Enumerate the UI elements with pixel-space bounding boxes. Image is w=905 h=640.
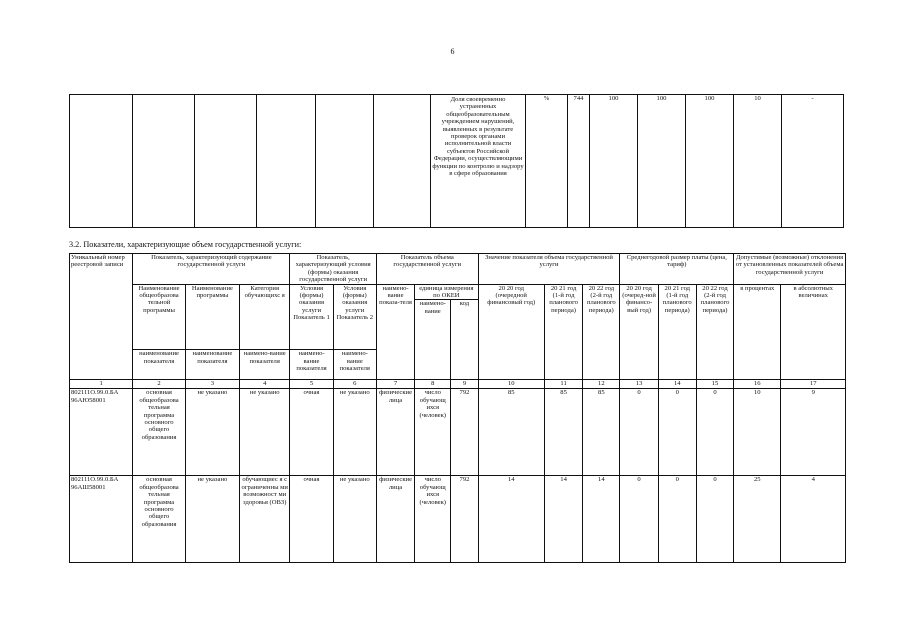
header-row (70, 254, 846, 285)
header-year-1 (478, 284, 544, 380)
programs-cell: не указано (185, 476, 239, 563)
column-number: 4 (240, 380, 290, 389)
column-numbers-row (70, 380, 846, 389)
header-program-name: Наименование общеобразова тельной программы (133, 284, 185, 350)
column-number: 5 (290, 380, 333, 389)
deviation-absolute-cell: 4 (781, 476, 846, 563)
unit-name-cell: число обучающ ихся (человек) (415, 476, 451, 563)
column-number: 11 (544, 380, 582, 389)
header-unique-number: Уникальный номер реестровой записи (70, 254, 133, 380)
continuation-row (70, 95, 844, 228)
fee-year-1-cell: 0 (620, 389, 658, 476)
fee-year-1-cell: 0 (620, 476, 658, 563)
column-number: 17 (781, 380, 846, 389)
table-row (70, 389, 846, 476)
value-cell: 100 (638, 95, 686, 228)
year-sublabel: (очередной финансовый год) (487, 292, 536, 307)
column-number: 6 (333, 380, 376, 389)
registry-id-cell: 802111О.99.0.БА 96АШ58001 (70, 476, 133, 563)
header-unit-name: наимено-вание (415, 300, 451, 380)
unit-code-cell: 792 (451, 389, 478, 476)
column-number: 14 (658, 380, 696, 389)
year-sublabel: (1-й год планового периода) (662, 292, 692, 314)
column-number: 12 (583, 380, 620, 389)
unit-name-cell: число обучающ ихся (человек) (415, 389, 451, 476)
header-sub-name: наимено-вание показателя (290, 350, 333, 380)
header-volume-indicator: Показатель объема государственной услуги (376, 254, 478, 285)
program-cell: основная общеобразова тельная программа основного общего образования (133, 389, 185, 476)
header-sub-name: наимено-вание показателя (333, 350, 376, 380)
page-number: 6 (450, 47, 455, 56)
program-cell: основная общеобразова тельная программа основного общего образования (133, 476, 185, 563)
empty-cell (133, 95, 195, 228)
table-row (70, 476, 846, 563)
empty-cell (316, 95, 374, 228)
volume-indicators-table (69, 253, 846, 563)
column-number: 10 (478, 380, 544, 389)
category-cell: обучающиес я с ограниченны ми возможност ми здоровья (ОВЗ) (240, 476, 290, 563)
fee-year-2-cell: 0 (658, 476, 696, 563)
year-sublabel: (2-й год планового периода) (700, 292, 730, 314)
fee-year-2-cell: 0 (658, 389, 696, 476)
registry-id-cell: 802111О.99.0.БА 96АЮ58001 (70, 389, 133, 476)
header-unit-okei: единица измерения по ОКЕИ (415, 284, 478, 300)
header-category: Категория обучающихс я (240, 284, 290, 350)
volume-year-3-cell: 14 (583, 476, 620, 563)
code-cell: 744 (568, 95, 590, 228)
header-sub-name: наименование показателя (133, 350, 185, 380)
condition-2-cell: не указано (333, 389, 376, 476)
column-number: 1 (70, 380, 133, 389)
header-fee-year-1 (620, 284, 658, 380)
section-heading: 3.2. Показатели, характеризующие объем государственной услуги: (69, 240, 302, 249)
condition-2-cell: не указано (333, 476, 376, 563)
header-content-indicator: Показатель, характеризующий содержание государственной услуги (133, 254, 290, 285)
column-number: 3 (185, 380, 239, 389)
volume-year-1-cell: 85 (478, 389, 544, 476)
deviation-percent-cell: 10 (734, 389, 781, 476)
deviation-absolute-cell: - (782, 95, 844, 228)
header-in-absolute: в абсолютных величинах (781, 284, 846, 380)
header-average-fee: Среднегодовой размер платы (цена, тариф) (620, 254, 734, 285)
column-number: 16 (734, 380, 781, 389)
header-row (70, 284, 846, 300)
unit-code-cell: 792 (451, 476, 478, 563)
header-year-2 (544, 284, 582, 380)
unit-cell: % (526, 95, 568, 228)
header-condition-2: Условия (формы) оказания услуги Показатель 2 (333, 284, 376, 350)
deviation-percent-cell: 10 (734, 95, 782, 228)
volume-year-2-cell: 14 (544, 476, 582, 563)
header-allowed-deviation: Допустимые (возможные) отклонения от установленных показателей объема государственной услуги (734, 254, 846, 285)
fee-year-3-cell: 0 (696, 389, 733, 476)
deviation-percent-cell: 25 (734, 476, 781, 563)
indicator-name-cell: Доля своевременно устраненных общеобразовательным учреждением нарушений, выявленных в результате проверок органами исполнительной власти субъектов Российской Федерации, осуществляющими функции по контролю и надзору в сфере образования (431, 95, 526, 228)
fee-year-3-cell: 0 (696, 476, 733, 563)
year-label: 20 20 год (626, 284, 652, 292)
header-sub-name: наимено-вание показателя (240, 350, 290, 380)
column-number: 13 (620, 380, 658, 389)
header-condition-1: Условия (формы) оказания услуги Показатель 1 (290, 284, 333, 350)
header-unit-code: код (451, 300, 478, 380)
indicator-name-cell: физические лица (376, 389, 414, 476)
header-programs: Наименование программы (185, 284, 239, 350)
quality-indicator-continuation-table (69, 94, 844, 228)
year-label: 20 22 год (588, 284, 615, 292)
header-fee-year-3 (696, 284, 733, 380)
year-sublabel: (очеред-ной финансо-вый год) (622, 292, 656, 314)
volume-year-3-cell: 85 (583, 389, 620, 476)
empty-cell (257, 95, 316, 228)
header-year-3 (583, 284, 620, 380)
header-fee-year-2 (658, 284, 696, 380)
volume-year-2-cell: 85 (544, 389, 582, 476)
indicator-name-cell: физические лица (376, 476, 414, 563)
year-label: 20 21 год (664, 284, 691, 292)
year-sublabel: (1-й год планового периода) (549, 292, 578, 314)
empty-cell (374, 95, 431, 228)
column-number: 15 (696, 380, 733, 389)
column-number: 2 (133, 380, 185, 389)
value-cell: 100 (590, 95, 638, 228)
form-cell: очная (290, 389, 333, 476)
column-number: 7 (376, 380, 414, 389)
column-number: 9 (451, 380, 478, 389)
header-in-percent: в процентах (734, 284, 781, 380)
header-conditions-indicator: Показатель, характеризующий условия (формы) оказания государственной услуги (290, 254, 377, 285)
header-indicator-name: наимено-вание показа-теля (376, 284, 414, 380)
header-volume-value: Значение показателя объема государственной услуги (478, 254, 620, 285)
year-label: 20 21 год (550, 284, 577, 292)
empty-cell (195, 95, 257, 228)
category-cell: не указано (240, 389, 290, 476)
programs-cell: не указано (185, 389, 239, 476)
column-number: 8 (415, 380, 451, 389)
year-sublabel: (2-й год планового периода) (586, 292, 616, 314)
volume-year-1-cell: 14 (478, 476, 544, 563)
header-sub-name: наименование показателя (185, 350, 239, 380)
empty-cell (70, 95, 133, 228)
value-cell: 100 (686, 95, 734, 228)
year-label: 20 22 год (702, 284, 728, 292)
deviation-absolute-cell: 9 (781, 389, 846, 476)
year-label: 20 20 год (498, 284, 525, 292)
form-cell: очная (290, 476, 333, 563)
